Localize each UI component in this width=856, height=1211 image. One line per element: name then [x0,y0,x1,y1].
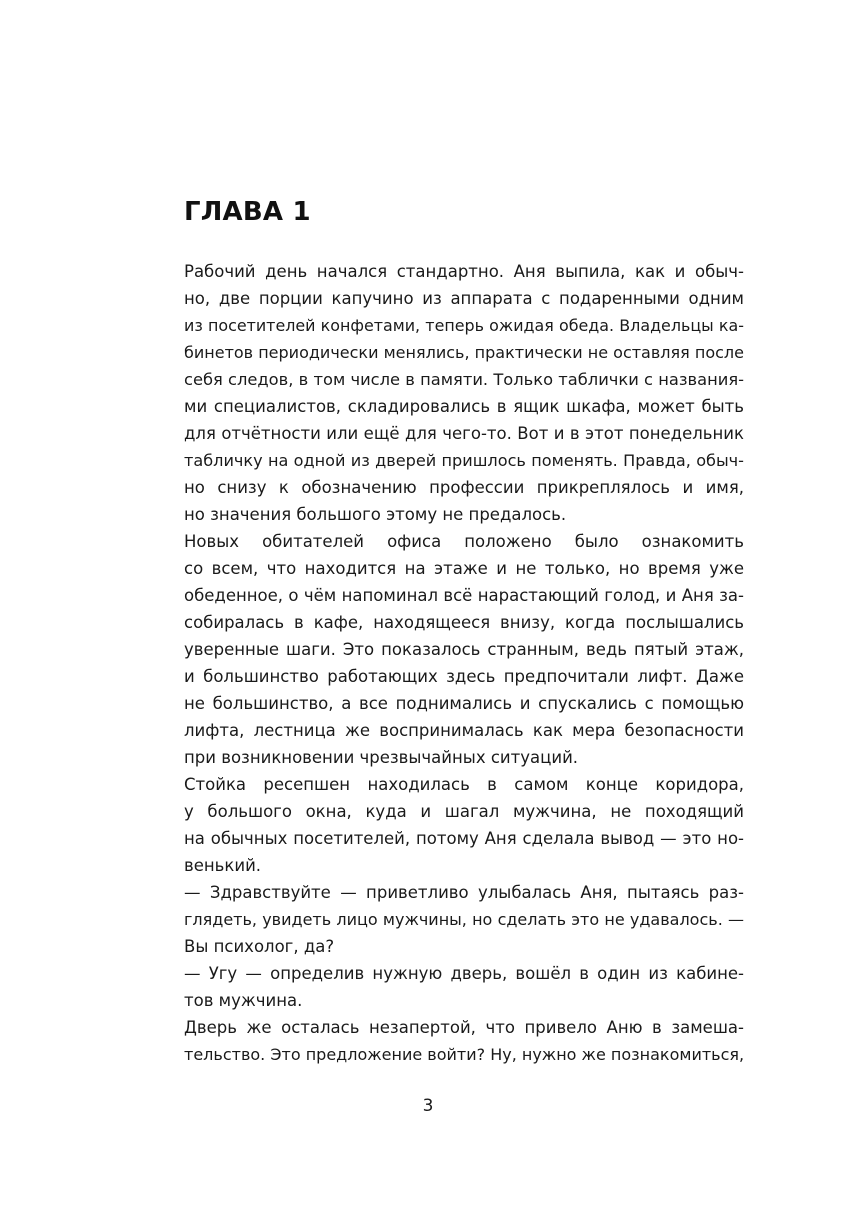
text-line: ми специалистов, складировались в ящик шкафа, может быть [184,397,744,416]
text-line: Дверь же осталась незапертой, что привело Аню в замеша- [184,1018,744,1037]
text-line: — Здравствуйте — приветливо улыбалась Аня, пытаясь раз- [184,883,744,902]
text-line: у большого окна, куда и шагал мужчина, не походящий [184,802,744,821]
text-line: но снизу к обозначению профессии прикреплялось и имя, [184,478,744,497]
chapter-text [184,258,744,1068]
paragraph [184,1014,744,1068]
text-line: лифта, лестница же воспринималась как мера безопасности [184,721,744,740]
paragraph [184,258,744,528]
text-line: для отчётности или ещё для чего-то. Вот и в этот понедельник [184,424,744,443]
text-line: Рабочий день начался стандартно. Аня выпила, как и обыч- [184,262,744,281]
text-line: из посетителей конфетами, теперь ожидая обеда. Владельцы ка- [184,316,744,335]
chapter-title: ГЛАВА 1 [184,197,311,227]
text-line: бинетов периодически менялись, практически не оставляя после [184,343,744,362]
paragraph [184,960,744,1014]
text-line: Стойка ресепшен находилась в самом конце коридора, [184,775,744,794]
page-number: 3 [422,1096,434,1116]
text-line: глядеть, увидеть лицо мужчины, но сделать это не удавалось. — [184,910,744,929]
text-line: обеденное, о чём напоминал всё нарастающий голод, и Аня за- [184,586,744,605]
text-line: на обычных посетителей, потому Аня сделала вывод — это но- [184,829,744,848]
text-line: но, две порции капучино из аппарата с подаренными одним [184,289,744,308]
text-line: — Угу — определив нужную дверь, вошёл в один из кабине- [184,964,744,983]
paragraph [184,771,744,879]
text-line: собиралась в кафе, находящееся внизу, когда послышались [184,613,744,632]
text-line: уверенные шаги. Это показалось странным, ведь пятый этаж, [184,640,744,659]
text-line: табличку на одной из дверей пришлось поменять. Правда, обыч- [184,451,744,470]
text-line: тов мужчина. [184,991,303,1010]
text-line: не большинство, а все поднимались и спускались с помощью [184,694,744,713]
text-line: и большинство работающих здесь предпочитали лифт. Даже [184,667,744,686]
text-line: но значения большого этому не предалось. [184,505,567,524]
text-line: со всем, что находится на этаже и не только, но время уже [184,559,744,578]
text-line: Новых обитателей офиса положено было ознакомить [184,532,744,551]
text-line: Вы психолог, да? [184,937,335,956]
paragraph [184,528,744,771]
text-line: венький. [184,856,262,875]
text-line: тельство. Это предложение войти? Ну, нужно же познакомиться, [184,1045,745,1064]
text-line: при возникновении чрезвычайных ситуаций. [184,748,579,767]
paragraph [184,879,744,960]
text-line: себя следов, в том числе в памяти. Только таблички с названия- [184,370,744,389]
